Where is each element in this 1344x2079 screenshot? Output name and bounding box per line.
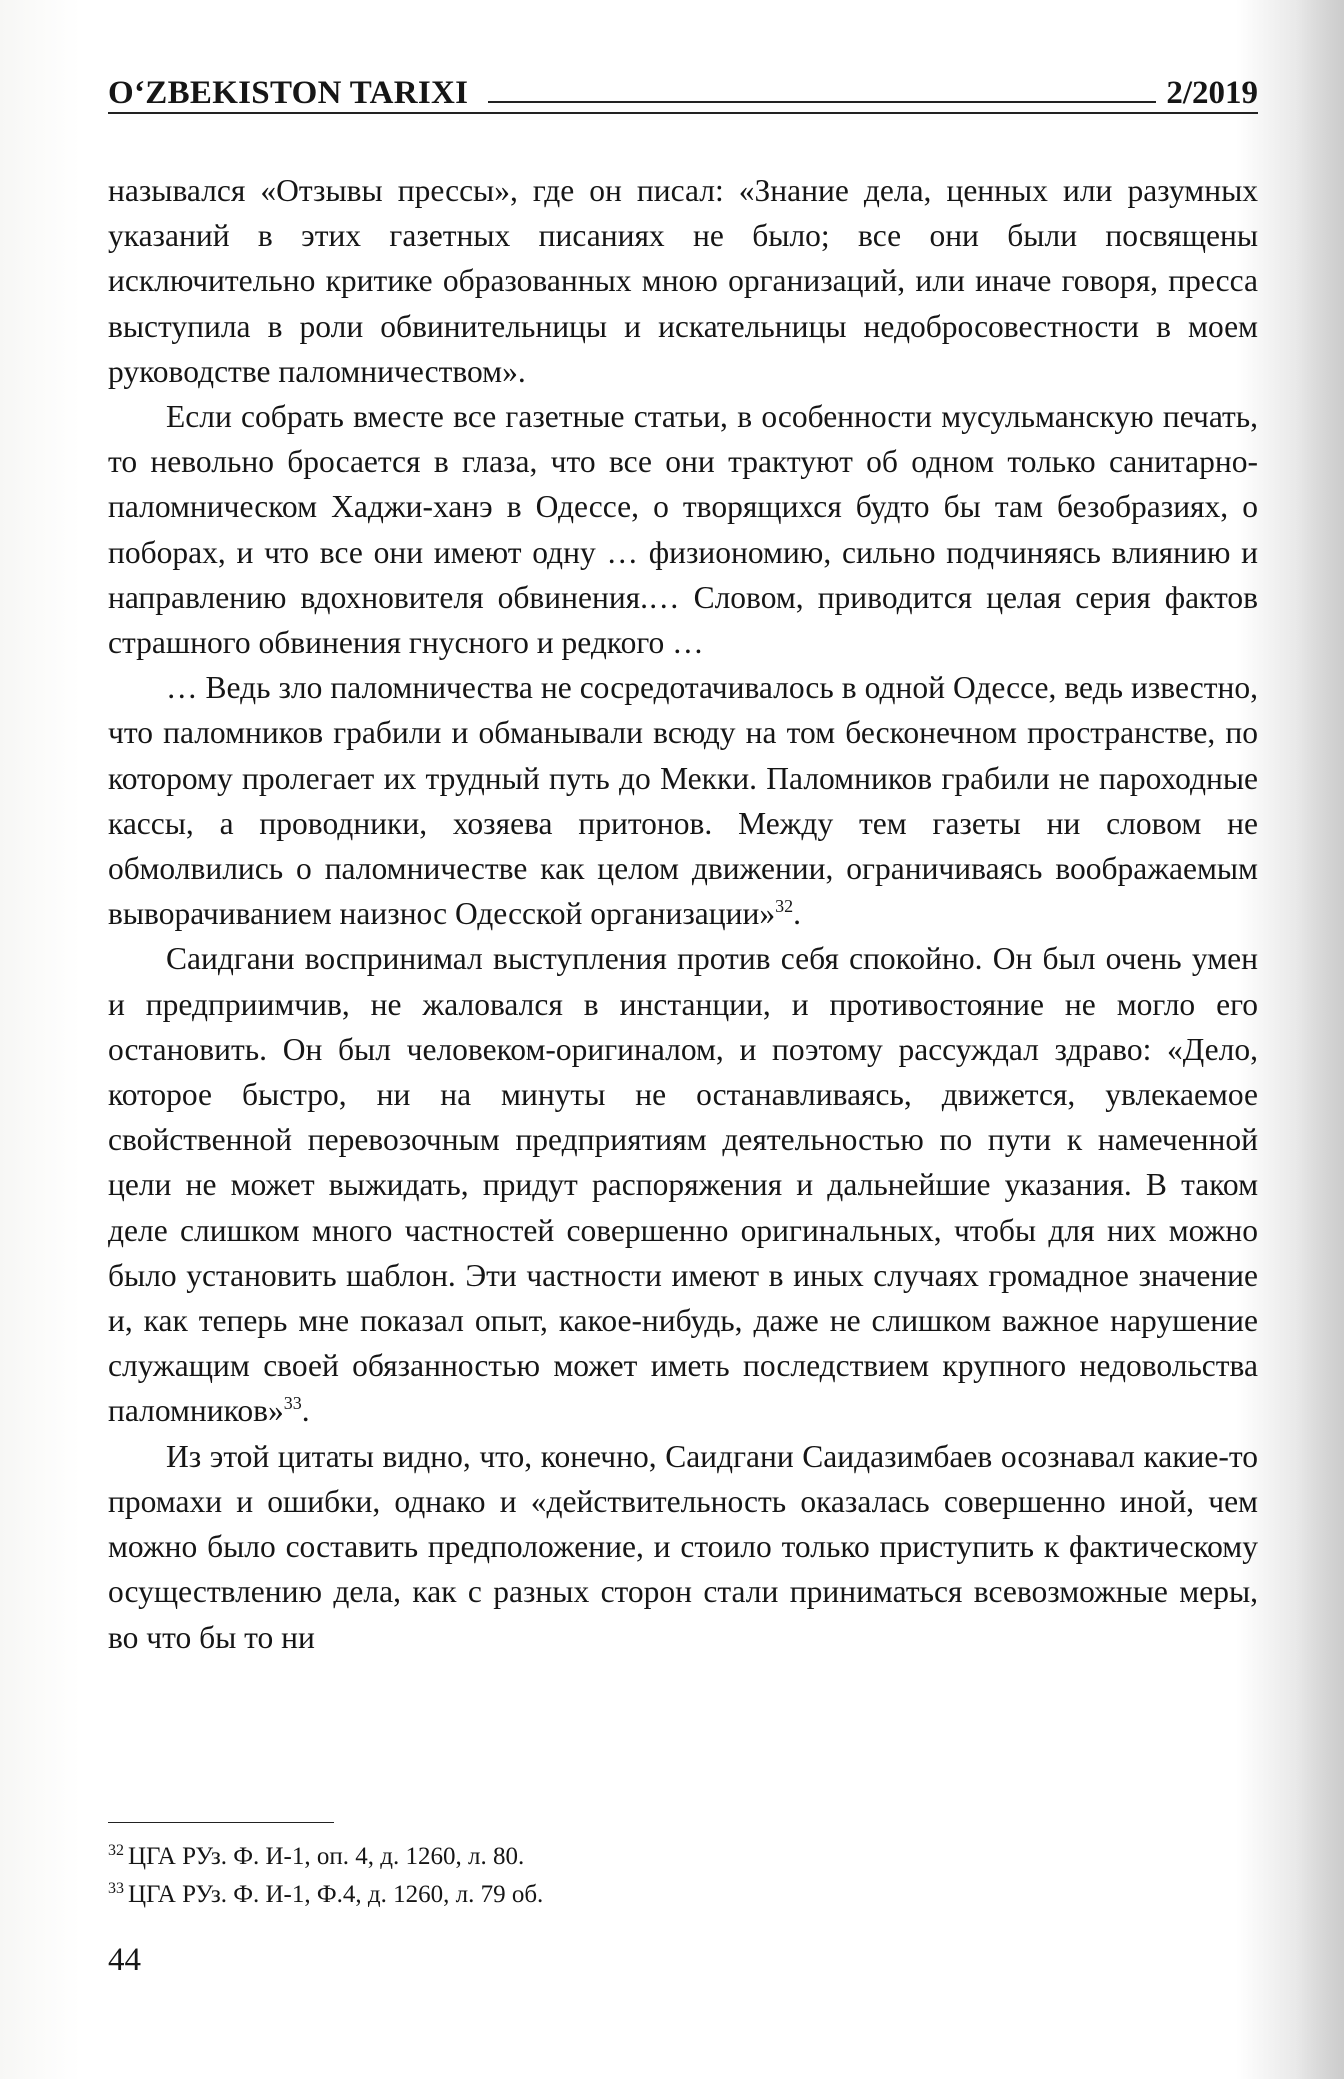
page-number: 44 [108, 1942, 141, 1978]
journal-title: O‘ZBEKISTON TARIXI [108, 75, 469, 111]
footnote-32 [108, 1838, 1258, 1876]
footnotes [108, 1838, 1258, 1914]
footnote-text: ЦГА РУз. Ф. И-1, Ф.4, д. 1260, л. 79 об. [128, 1881, 544, 1908]
footnote-text: ЦГА РУз. Ф. И-1, оп. 4, д. 1260, л. 80. [128, 1843, 525, 1870]
paragraph-4-end: . [301, 1393, 310, 1429]
running-header [108, 62, 1258, 112]
binding-shadow [1296, 0, 1344, 2079]
footnote-ref-33[interactable]: 33 [283, 1393, 302, 1414]
paragraph-4-text: Саидгани воспринимал выступления против себя спокойно. Он был очень умен и предприимчив, не жаловался в инстанции, и противостояние не могло его остановить. Он был человеком-оригиналом, и поэтому рассуждал здраво: «Дело, которое быстро, ни на минуты не останавливаясь, движется, увлекаемое свойственной перевозочным предприятиям деятельностью по пути к намеченной цели не может выжидать, придут распоряжения и дальнейшие указания. В таком деле слишком много частностей совершенно оригинальных, чтобы для них можно было установить шаблон. Эти частности имеют в иных случаях громадное значение и, как теперь мне показал опыт, какое-нибудь, даже не слишком важное нарушение служащим своей обязанностью может иметь последствием крупного недовольства паломников» [108, 941, 1258, 1429]
footnote-ref-32[interactable]: 32 [775, 896, 794, 917]
paragraph-3-text: … Ведь зло паломничества не сосредотачивалось в одной Одессе, ведь известно, что паломников грабили и обманывали всюду на том бесконечном пространстве, по которому пролегает их трудный путь до Мекки. Паломников грабили не пароходные кассы, а проводники, хозяева притонов. Между тем газеты ни словом не обмолвились о паломничестве как целом движении, ограничиваясь воображаемым выворачиванием наизнос Одесской организации» [108, 670, 1258, 932]
paragraph-2: Если собрать вместе все газетные статьи, в особенности мусульманскую печать, то невольно бросается в глаза, что все они трактуют об одном только санитарно-паломническом Хаджи-ханэ в Одессе, о творящихся будто бы там безобразиях, о поборах, и что все они имеют одну … физиономию, сильно подчиняясь влиянию и направлению вдохновителя обвинения.… Словом, приводится целая серия фактов страшного обвинения гнусного и редкого … [108, 399, 1258, 661]
issue-number: 2/2019 [1166, 75, 1258, 111]
header-rule [488, 101, 1156, 103]
footnote-separator [108, 1822, 334, 1823]
paragraph-1: назывался «Отзывы прессы», где он писал: «Знание дела, ценных или разумных указаний в этих газетных писаниях не было; все они были посвящены исключительно критике образованных мною организаций, или иначе говоря, пресса выступила в роли обвинительницы и искательницы недобросовестности в моем руководстве паломничеством». [108, 173, 1258, 389]
header-underline [108, 112, 1258, 114]
paragraph-3 [108, 665, 1258, 936]
paragraph-3-end: . [793, 896, 801, 932]
paragraph-4 [108, 936, 1258, 1433]
footnote-33 [108, 1876, 1258, 1914]
paragraph-5: Из этой цитаты видно, что, конечно, Саидгани Саидазимбаев осознавал какие-то промахи и ошибки, однако и «действительность оказалась совершенно иной, чем можно было составить предположение, и стоило только приступить к фактическому осуществлению дела, как с разных сторон стали приниматься всевозможные меры, во что бы то ни [108, 1438, 1258, 1655]
footnote-number: 32 [108, 1842, 124, 1859]
article-body [108, 168, 1258, 1660]
footnote-number: 33 [108, 1880, 124, 1897]
